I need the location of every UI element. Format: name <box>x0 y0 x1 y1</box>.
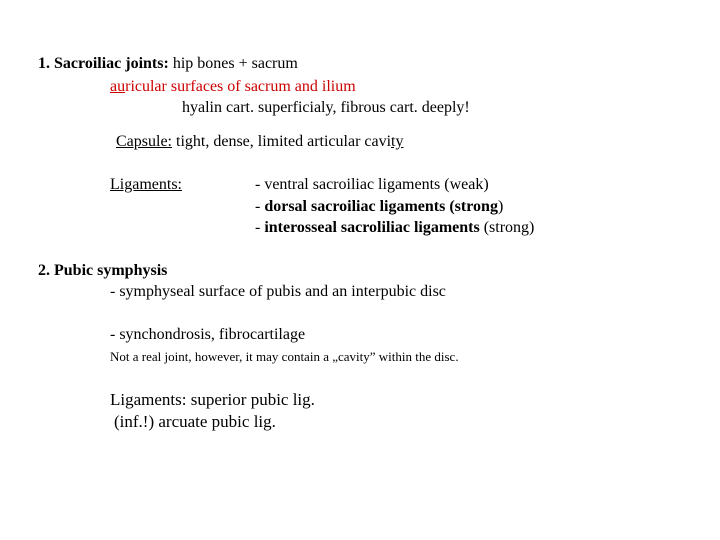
ligament-ventral: - ventral sacroiliac ligaments (weak) <box>255 176 489 193</box>
ligament-dorsal <box>255 197 503 217</box>
capsule-label: Capsule: <box>116 133 172 150</box>
ligament-interosseal-close: ) <box>529 219 535 236</box>
cartilage-line: hyalin cart. superficialy, fibrous cart. deeply! <box>182 99 470 116</box>
pubic-ligaments-line: Ligaments: superior pubic lig. <box>110 390 315 409</box>
ligament-interosseal-paren: (stron <box>479 219 522 236</box>
sacroiliac-heading-line <box>38 54 298 74</box>
symphyseal-surface-line: - symphyseal surface of pubis and an interpubic disc <box>110 283 446 300</box>
sacroiliac-heading-rest: hip bones + sacrum <box>168 55 298 72</box>
sacroiliac-heading: 1. Sacroiliac joints: <box>38 55 169 72</box>
auricular-surfaces-line <box>110 77 356 97</box>
pubic-symphysis-heading: 2. Pubic symphysis <box>38 262 168 279</box>
ligament-dorsal-dash: - <box>255 198 265 215</box>
ligament-dorsal-close: ) <box>497 198 504 215</box>
ligament-interosseal <box>255 218 534 238</box>
not-real-joint-note: Not a real joint, however, it may contain a „cavity” within the disc. <box>110 349 459 364</box>
ligament-dorsal-text: dorsal sacroiliac ligaments (stron <box>264 198 490 215</box>
auricular-rest: ricular surfaces of sacrum and ilium <box>125 78 356 95</box>
capsule-text: tight, dense, limited articular cavi <box>172 133 392 150</box>
capsule-line <box>116 132 404 152</box>
arcuate-ligament-line: (inf.!) arcuate pubic lig. <box>114 412 276 431</box>
ligament-interosseal-text: interosseal sacroliliac ligaments <box>264 219 480 236</box>
ligaments-label: Ligaments: <box>110 176 182 193</box>
auricular-underlined: au <box>110 78 126 95</box>
ligament-interosseal-underlined: g <box>521 219 530 236</box>
ligament-interosseal-dash: - <box>255 219 265 236</box>
ligament-dorsal-underlined: g <box>489 198 498 215</box>
capsule-text-underlined: ty <box>391 133 404 150</box>
synchondrosis-line: - synchondrosis, fibrocartilage <box>110 326 306 343</box>
